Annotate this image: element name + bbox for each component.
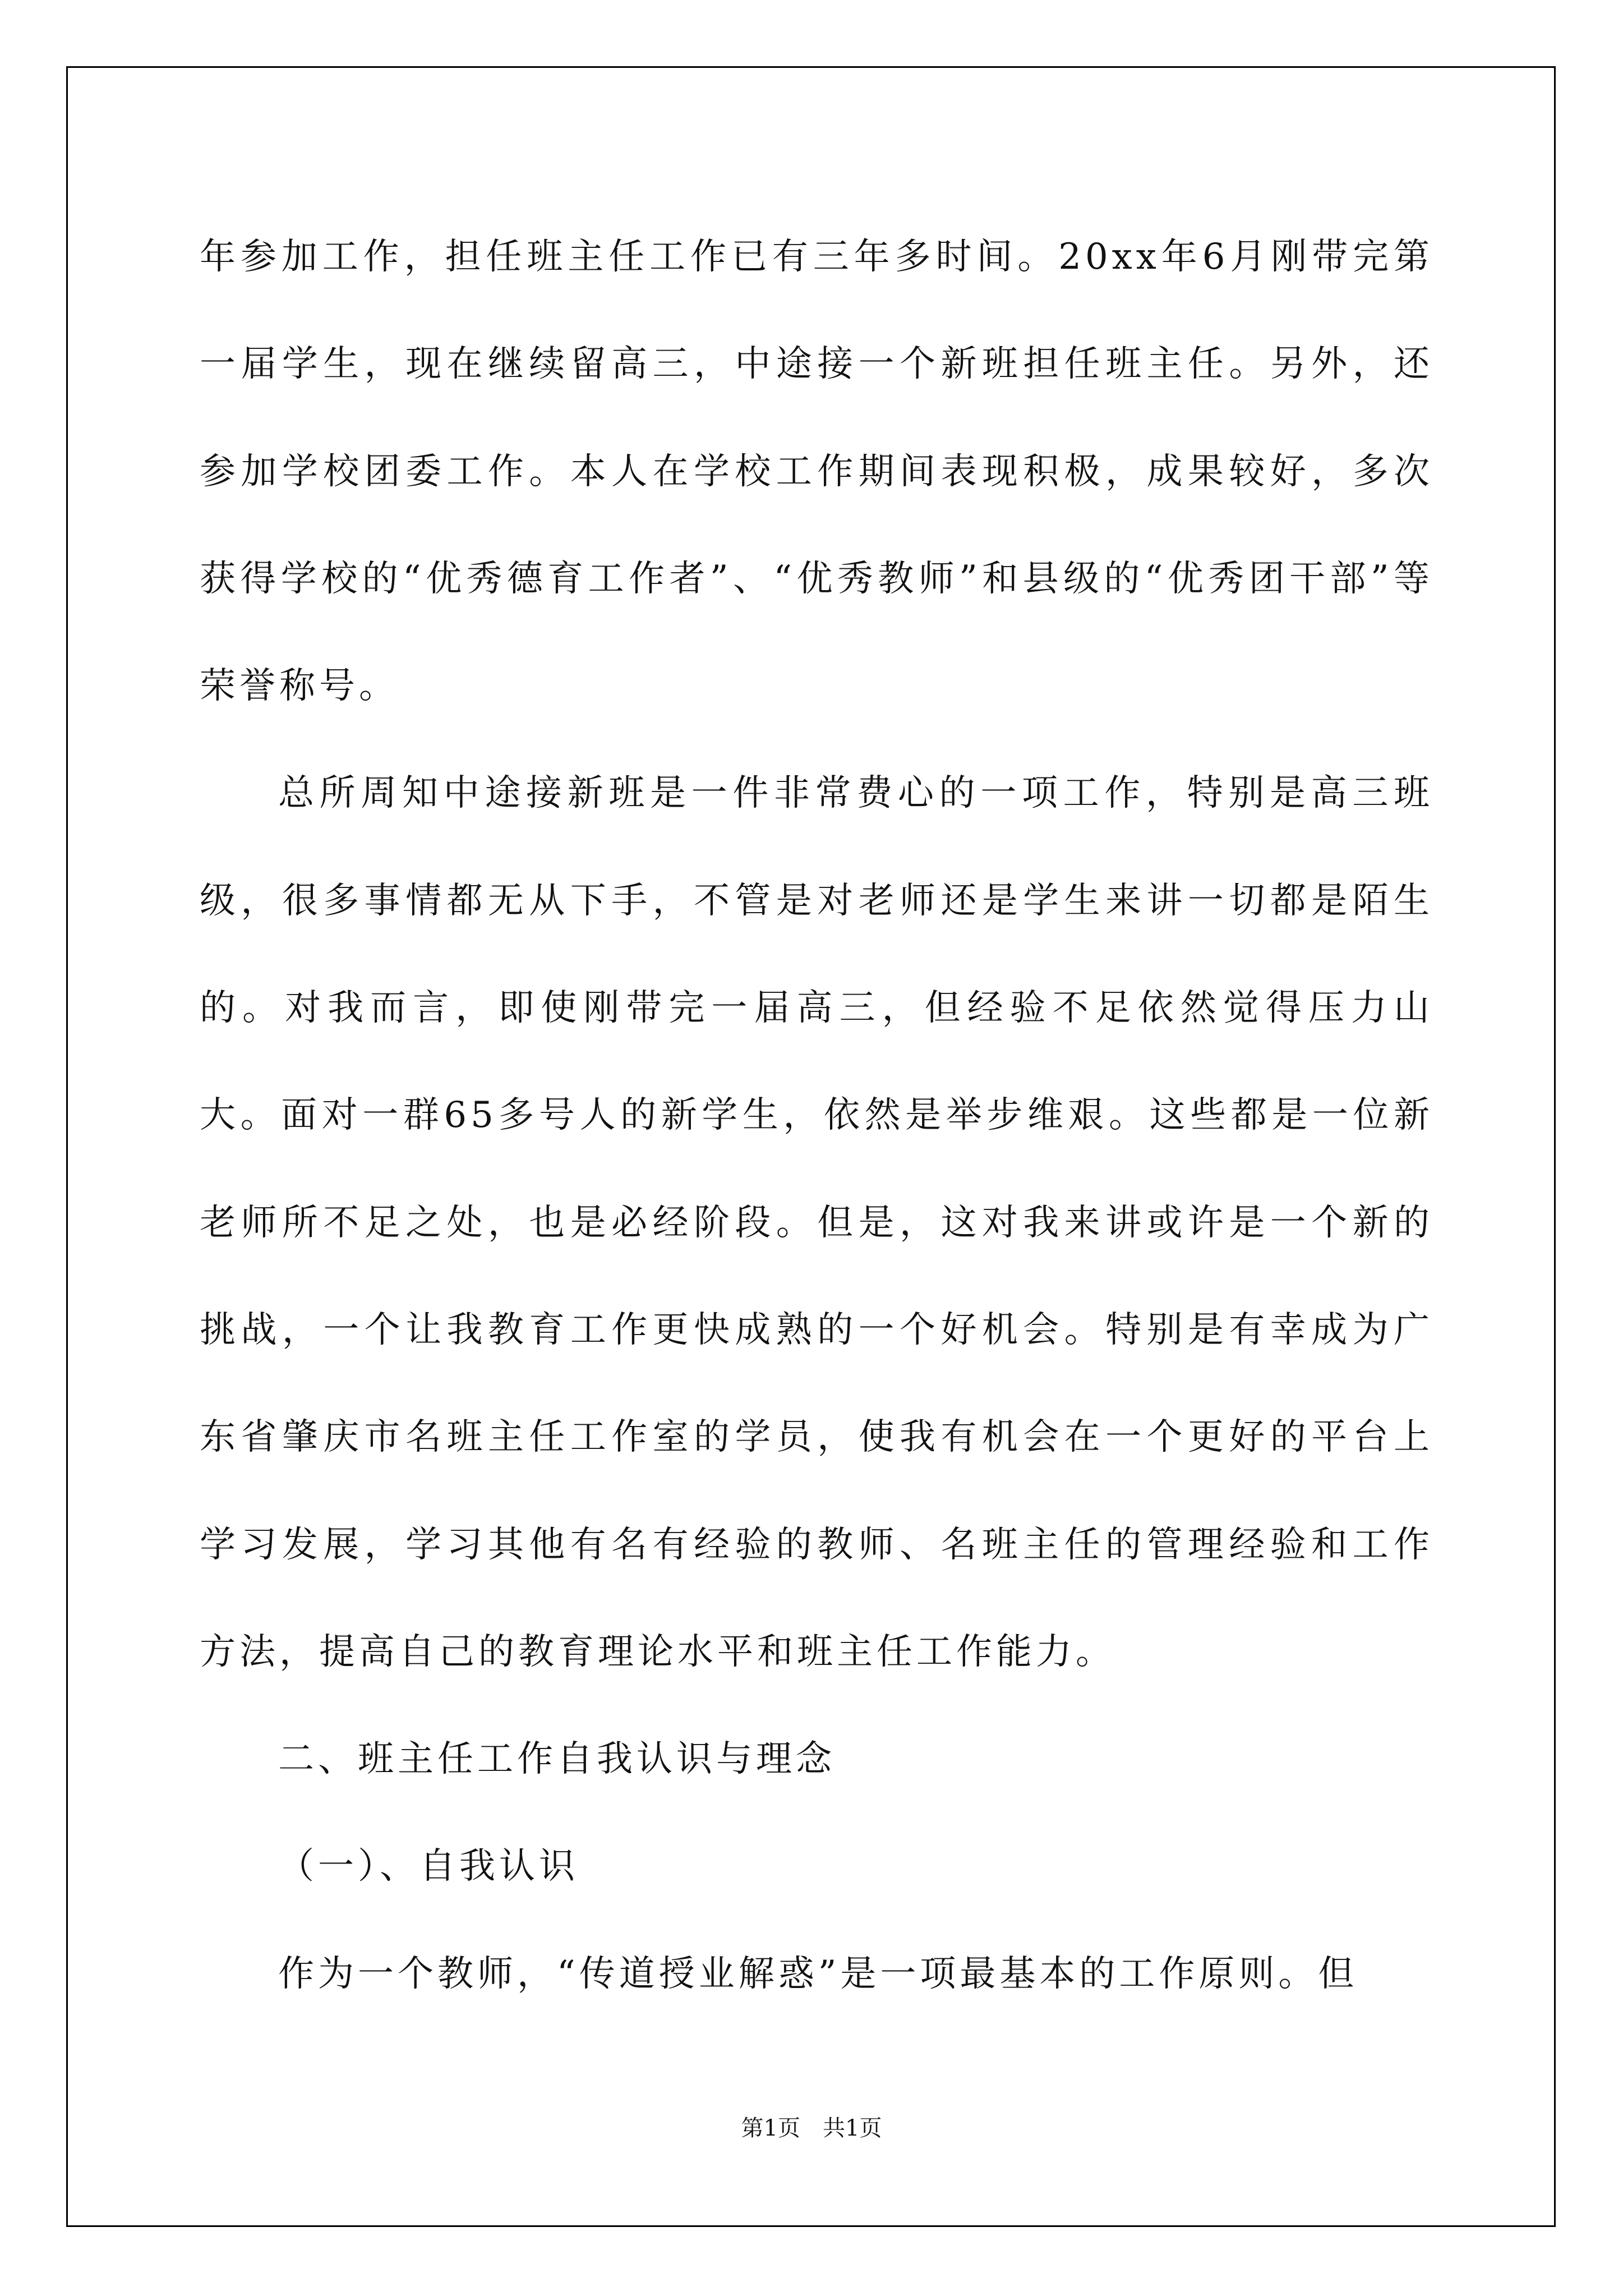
document-body bbox=[200, 204, 1433, 2028]
page-footer: 第1页 共1页 bbox=[741, 2115, 882, 2141]
paragraph-self-awareness: 作为一个教师，“传道授业解惑”是一项最基本的工作原则。但 bbox=[278, 1953, 1358, 1995]
paragraph-new-class: 总所周知中途接新班是一件非常费心的一项工作，特别是高三班级，很多事情都无从下手，不管是对老师还是学生来讲一切都是陌生的。对我而言，即使刚带完一届高三，但经验不足依然觉得压力山大。面对一群65多号人的新学生，依然是举步维艰。这些都是一位新老师所不足之处，也是必经阶段。但是，这对我来讲或许是一个新的挑战，一个让我教育工作更快成熟的一个好机会。特别是有幸成为广东省肇庆市名班主任工作室的学员，使我有机会在一个更好的平台上学习发展，学习其他有名有经验的教师、名班主任的管理经验和工作方法，提高自己的教育理论水平和班主任工作能力。 bbox=[200, 772, 1433, 1673]
section-heading: 二、班主任工作自我认识与理念 bbox=[278, 1738, 836, 1780]
paragraph-work-history: 年参加工作，担任班主任工作已有三年多时间。20xx年6月刚带完第一届学生，现在继续留高三，中途接一个新班担任班主任。另外，还参加学校团委工作。本人在学校工作期间表现积极，成果较好，多次获得学校的“优秀德育工作者”、“优秀教师”和县级的“优秀团干部”等荣誉称号。 bbox=[200, 236, 1433, 707]
subsection-heading: （一）、自我认识 bbox=[278, 1846, 579, 1888]
